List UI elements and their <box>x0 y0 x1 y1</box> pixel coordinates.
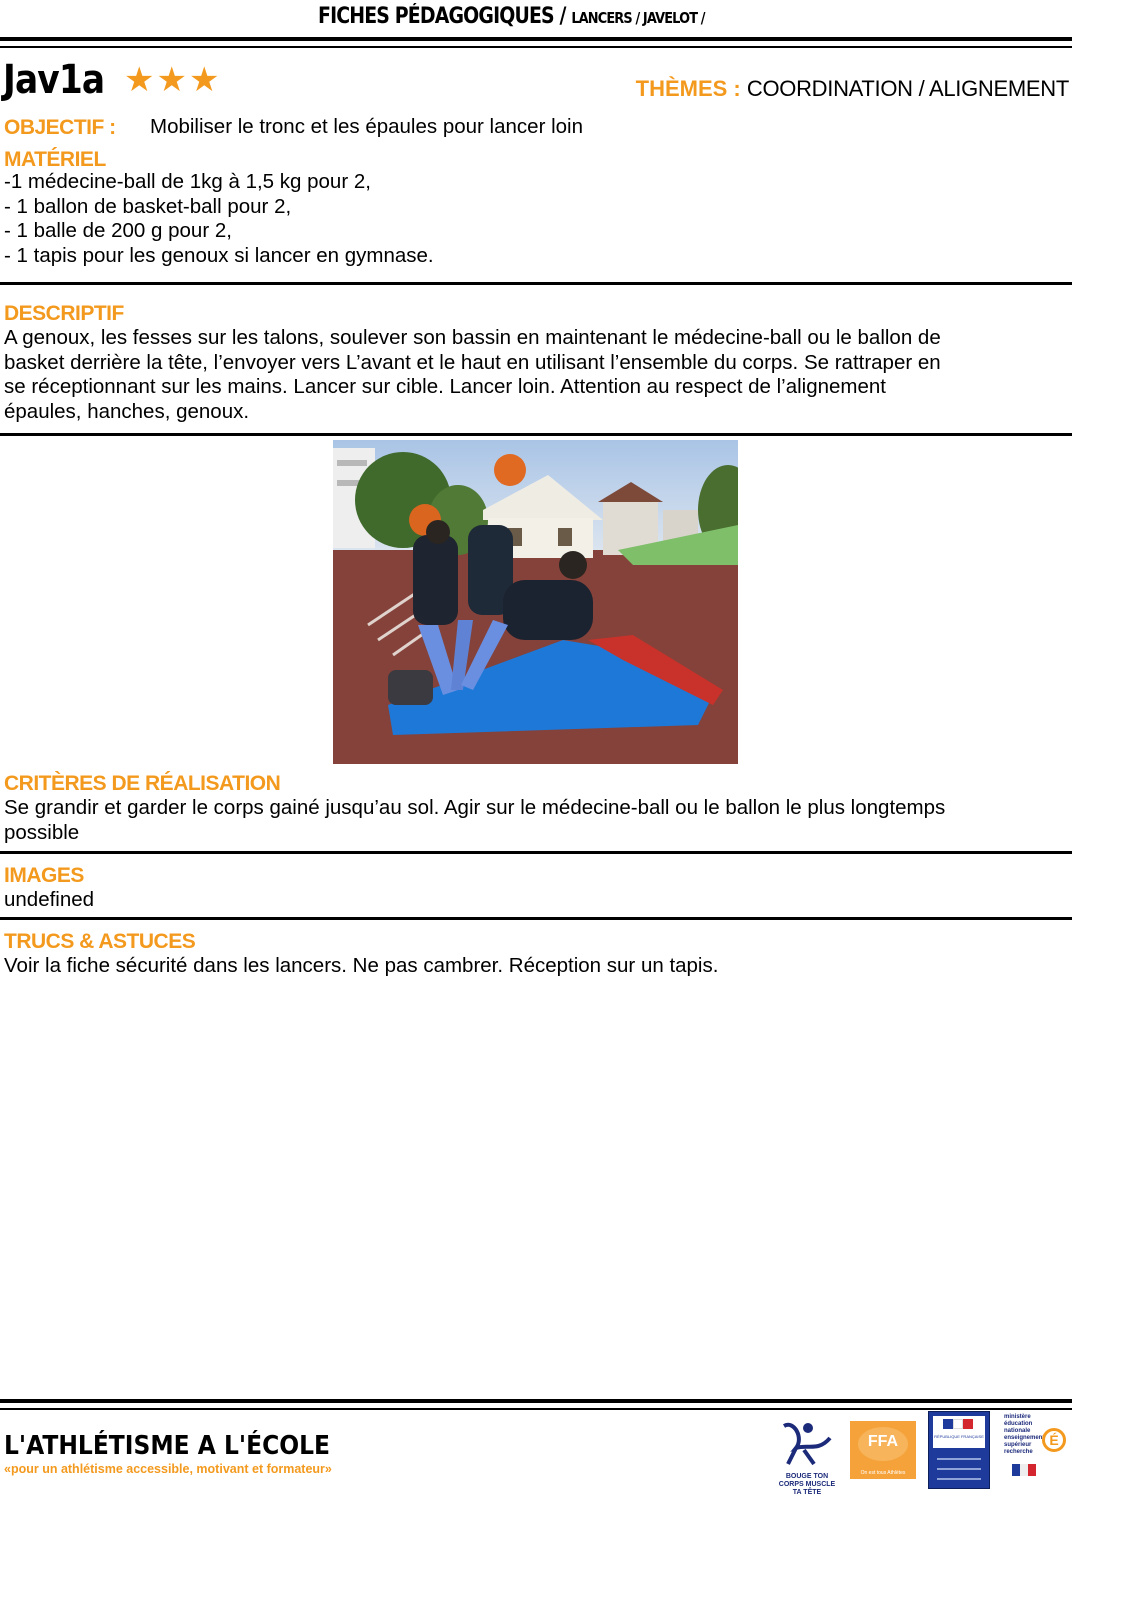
header-rule-thin <box>0 46 1072 48</box>
objectif-label: OBJECTIF : <box>4 116 116 139</box>
themes-label: THÈMES : <box>635 76 741 101</box>
trucs-label: TRUCS & ASTUCES <box>4 930 196 953</box>
text-line: basket derrière la tête, l’envoyer vers L’avant et le haut en utilisant l’ensemble du corps. Se rattraper en <box>4 350 941 374</box>
ffa-logo-text: FFA <box>867 1433 899 1450</box>
footer-rule-thick <box>0 1399 1072 1403</box>
footer-title: L'ATHLÉTISME A L'ÉCOLE <box>4 1431 331 1461</box>
images-label: IMAGES <box>4 864 84 887</box>
logo-caption: BOUGE TON CORPS MUSCLE TA TÊTE <box>778 1473 836 1496</box>
objectif-text: Mobiliser le tronc et les épaules pour lancer loin <box>150 115 584 138</box>
criteres-label: CRITÈRES DE RÉALISATION <box>4 772 281 795</box>
exercise-code: Jav1a <box>3 57 105 103</box>
list-item: - 1 ballon de basket-ball pour 2, <box>4 194 292 218</box>
education-nationale-logo: ministère éducation nationale enseignement supérieur recherche É <box>1004 1414 1070 1482</box>
list-item: - 1 tapis pour les genoux si lancer en gymnase. <box>4 243 434 267</box>
header-title: FICHES PÉDAGOGIQUES / <box>318 4 566 29</box>
bouge-ton-corps-logo <box>774 1418 840 1496</box>
page-header <box>318 4 705 29</box>
themes <box>636 76 1069 102</box>
list-item: -1 médecine-ball de 1kg à 1,5 kg pour 2, <box>4 170 371 193</box>
text-line: épaules, hanches, genoux. <box>4 399 250 423</box>
section-rule <box>0 917 1072 920</box>
header-path: LANCERS / JAVELOT / <box>571 9 705 27</box>
section-rule <box>0 851 1072 854</box>
trucs-text: Voir la fiche sécurité dans les lancers. Ne pas cambrer. Réception sur un tapis. <box>4 954 719 977</box>
education-logo-text: ministère éducation nationale enseignement supérieur recherche <box>1004 1414 1045 1455</box>
republique-logo-caption: RÉPUBLIQUE FRANÇAISE <box>934 1434 984 1439</box>
materiel-list <box>4 170 434 268</box>
themes-value: COORDINATION / ALIGNEMENT <box>746 76 1069 101</box>
section-rule <box>0 433 1072 436</box>
criteres-text <box>4 796 945 845</box>
images-text: undefined <box>4 888 95 911</box>
descriptif-text <box>4 326 941 424</box>
materiel-label: MATÉRIEL <box>4 148 106 171</box>
ffa-logo <box>850 1421 916 1479</box>
list-item: - 1 balle de 200 g pour 2, <box>4 219 232 242</box>
descriptif-label: DESCRIPTIF <box>4 302 124 325</box>
ffa-logo-sub: On est tous Athlètes <box>860 1470 906 1476</box>
republique-francaise-logo <box>928 1411 990 1489</box>
difficulty-stars: ★★★ <box>124 61 222 99</box>
text-line: possible <box>4 820 80 844</box>
header-rule-thick <box>0 37 1072 41</box>
text-line: Se grandir et garder le corps gainé jusqu’au sol. Agir sur le médecine-ball ou le ballon le plus longtemps <box>4 796 946 819</box>
text-line: se réceptionnant sur les mains. Lancer sur cible. Lancer loin. Attention au respect de l’alignement <box>4 375 887 398</box>
footer-rule-thin <box>0 1408 1072 1410</box>
exercise-photo <box>333 440 738 764</box>
section-rule <box>0 282 1072 285</box>
footer-tagline: «pour un athlétisme accessible, motivant et formateur» <box>4 1462 332 1476</box>
text-line: A genoux, les fesses sur les talons, soulever son bassin en maintenant le médecine-ball ou le ballon de <box>4 326 941 349</box>
